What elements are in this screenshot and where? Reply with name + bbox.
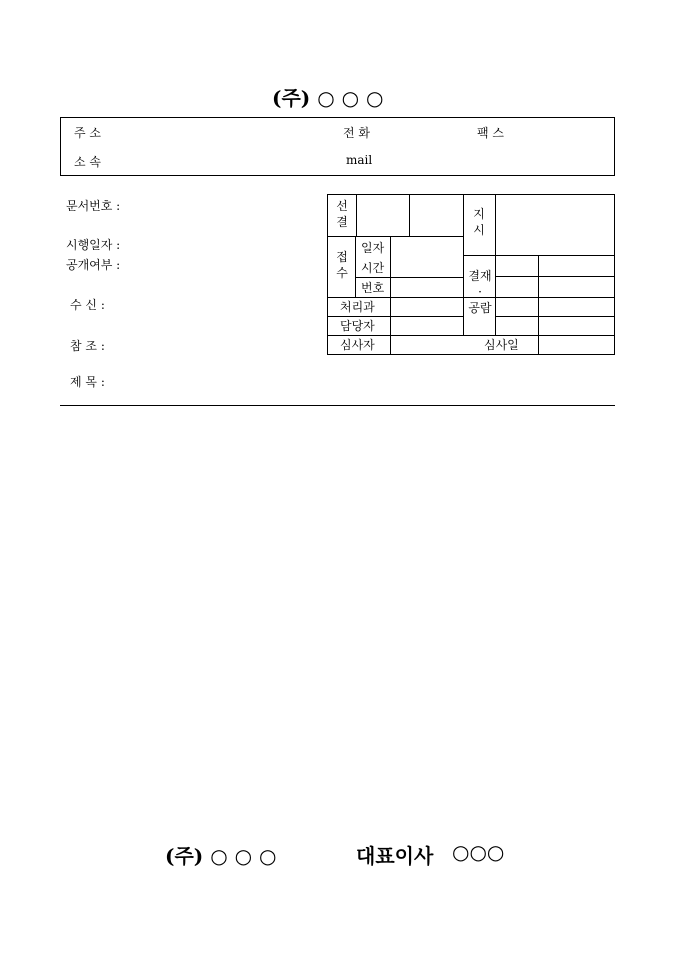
info-box [60,117,615,176]
exec-date-label: 시행일자 : [66,238,121,252]
department-label: 소 속 [74,155,101,169]
recipient-label: 수 신 : [70,298,105,312]
gyeoljae-label: 결재 · 공람 [468,269,492,315]
ilja-label: 일자 [361,241,385,255]
address-label: 주 소 [74,126,101,140]
disclosure-label: 공개여부 : [66,258,121,272]
header-divider [60,405,615,406]
sigan-label: 시간 [361,261,385,275]
ceo-name: ○○○ [452,840,505,864]
jeopsu-label: 접 수 [336,250,348,280]
mail-label: mail [346,153,373,167]
beonho-label: 번호 [361,281,385,295]
doc-number-label: 문서번호 : [66,199,121,213]
cheorigwa-label: 처리과 [340,300,375,314]
ceo-label: 대표이사 [356,844,434,868]
subject-label: 제 목 : [70,375,105,389]
phone-label: 전 화 [343,126,370,140]
damdangja-label: 담당자 [340,319,375,333]
company-title: (주) ○ ○ ○ [272,86,384,110]
simsaja-label: 심사자 [340,338,375,352]
footer-company: (주) ○ ○ ○ [165,844,277,868]
reference-label: 참 조 : [70,339,105,353]
seongyeol-label: 선 결 [336,199,348,229]
jisi-label: 지 시 [473,207,485,237]
fax-label: 팩 스 [477,126,504,140]
simsail-label: 심사일 [484,338,519,352]
